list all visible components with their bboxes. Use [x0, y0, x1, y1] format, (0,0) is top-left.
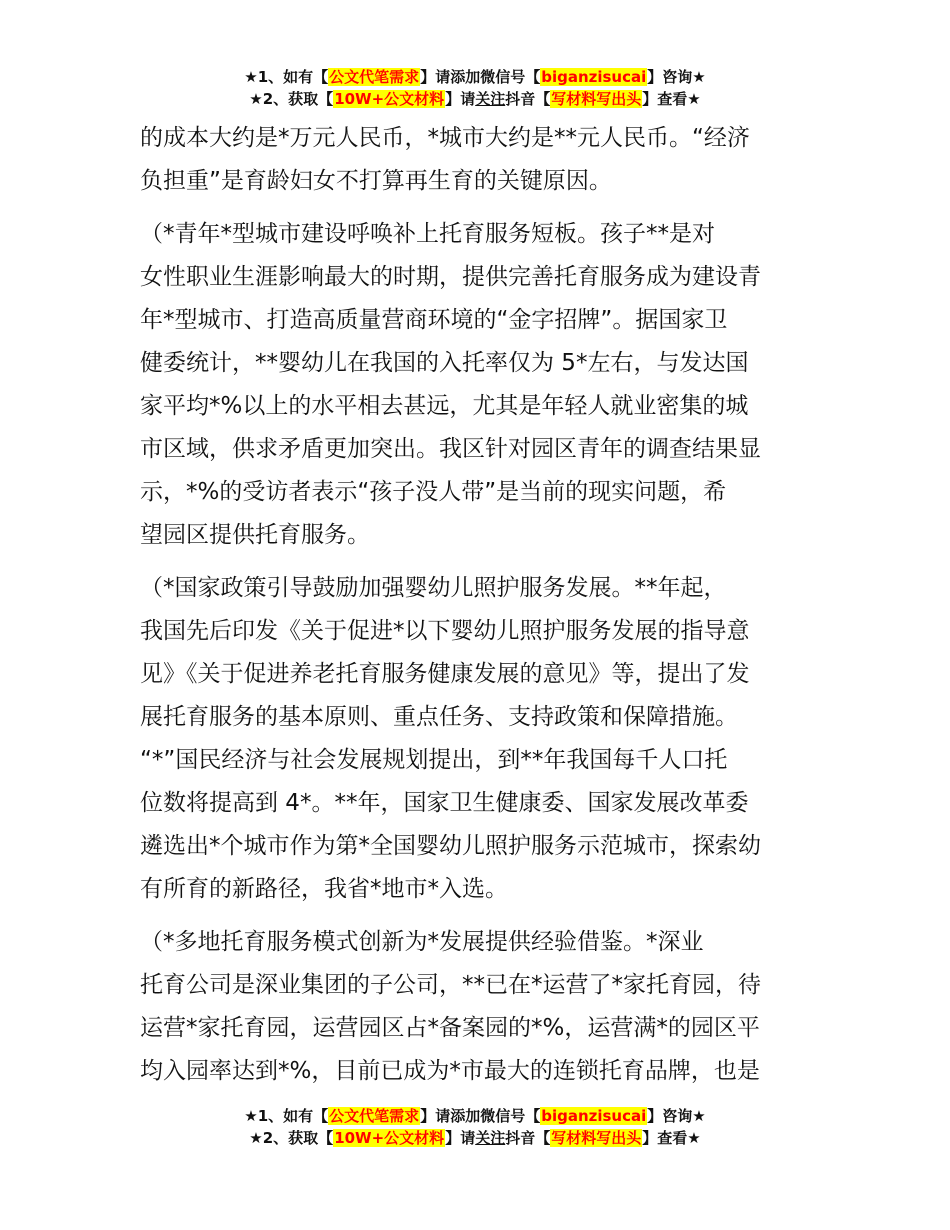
- para-3-line-4: 展托育服务的基本原则、重点任务、支持政策和保障措施。: [140, 704, 738, 730]
- para-2-line-5: 家平均*%以上的水平相去甚远，尤其是年轻人就业密集的城: [140, 393, 749, 419]
- footer-banner-line-1: ★1、如有【公文代笔需求】请添加微信号【biganzisucai】咨询★: [244, 1107, 706, 1125]
- highlight-wechat-id: biganzisucai: [541, 68, 647, 86]
- para-3-line-3: 见》《关于促进养老托育服务健康发展的意见》等，提出了发: [140, 661, 750, 687]
- highlight-douyin-account: 写材料写出头: [551, 1129, 642, 1147]
- para-2-line-6: 市区域，供求矛盾更加突出。我区针对园区青年的调查结果显: [140, 436, 761, 462]
- para-3-line-6: 位数将提高到 4*。**年，国家卫生健康委、国家发展改革委: [140, 790, 749, 816]
- footer-banner-line-2: ★2、获取【10W+公文材料】请关注抖音【写材料写出头】查看★: [249, 1129, 701, 1147]
- footer-banner: [0, 1105, 950, 1149]
- para-3-line-5: “*”国民经济与社会发展规划提出，到**年我国每千人口托: [140, 747, 728, 773]
- underlined-follow: 关注: [475, 1129, 506, 1147]
- highlight-wechat-id: biganzisucai: [541, 1107, 647, 1125]
- para-3-line-1: （*国家政策引导鼓励加强婴幼儿照护服务发展。**年起，: [140, 575, 727, 601]
- highlight-materials: 10W+公文材料: [334, 90, 445, 108]
- para-1-line-2: 负担重”是育龄妇女不打算再生育的关键原因。: [140, 168, 612, 194]
- header-banner-line-2: ★2、获取【10W+公文材料】请关注抖音【写材料写出头】查看★: [249, 90, 701, 108]
- header-banner: [0, 66, 950, 110]
- highlight-ghostwriting: 公文代笔需求: [329, 1107, 420, 1125]
- para-3-line-7: 遴选出*个城市作为第*全国婴幼儿照护服务示范城市，探索幼: [140, 833, 761, 859]
- para-2-line-4: 健委统计，**婴幼儿在我国的入托率仅为 5*左右，与发达国: [140, 350, 749, 376]
- para-3-line-8: 有所育的新路径，我省*地市*入选。: [140, 876, 508, 902]
- header-banner-line-1: ★1、如有【公文代笔需求】请添加微信号【biganzisucai】咨询★: [244, 68, 706, 86]
- highlight-douyin-account: 写材料写出头: [551, 90, 642, 108]
- para-4-line-1: （*多地托育服务模式创新为*发展提供经验借鉴。*深业: [140, 929, 704, 955]
- para-3-line-2: 我国先后印发《关于促进*以下婴幼儿照护服务发展的指导意: [140, 618, 750, 644]
- highlight-materials: 10W+公文材料: [334, 1129, 445, 1147]
- highlight-ghostwriting: 公文代笔需求: [329, 68, 420, 86]
- para-4-line-3: 运营*家托育园，运营园区占*备案园的*%，运营满*的园区平: [140, 1015, 760, 1041]
- para-2-line-8: 望园区提供托育服务。: [140, 522, 370, 548]
- para-2-line-1: （*青年*型城市建设呼唤补上托育服务短板。孩子**是对: [140, 221, 715, 247]
- underlined-follow: 关注: [475, 90, 506, 108]
- para-2-line-7: 示，*%的受访者表示“孩子没人带”是当前的现实问题，希: [140, 479, 727, 505]
- para-2-line-3: 年*型城市、打造高质量营商环境的“金字招牌”。据国家卫: [140, 307, 728, 333]
- para-4-line-4: 均入园率达到*%，目前已成为*市最大的连锁托育品牌，也是: [140, 1058, 760, 1084]
- para-1-line-1: 的成本大约是*万元人民币，*城市大约是**元人民币。“经济: [140, 125, 750, 151]
- para-2-line-2: 女性职业生涯影响最大的时期，提供完善托育服务成为建设青: [140, 264, 761, 290]
- para-4-line-2: 托育公司是深业集团的子公司，**已在*运营了*家托育园，待: [140, 972, 761, 998]
- document-body: [140, 117, 820, 1093]
